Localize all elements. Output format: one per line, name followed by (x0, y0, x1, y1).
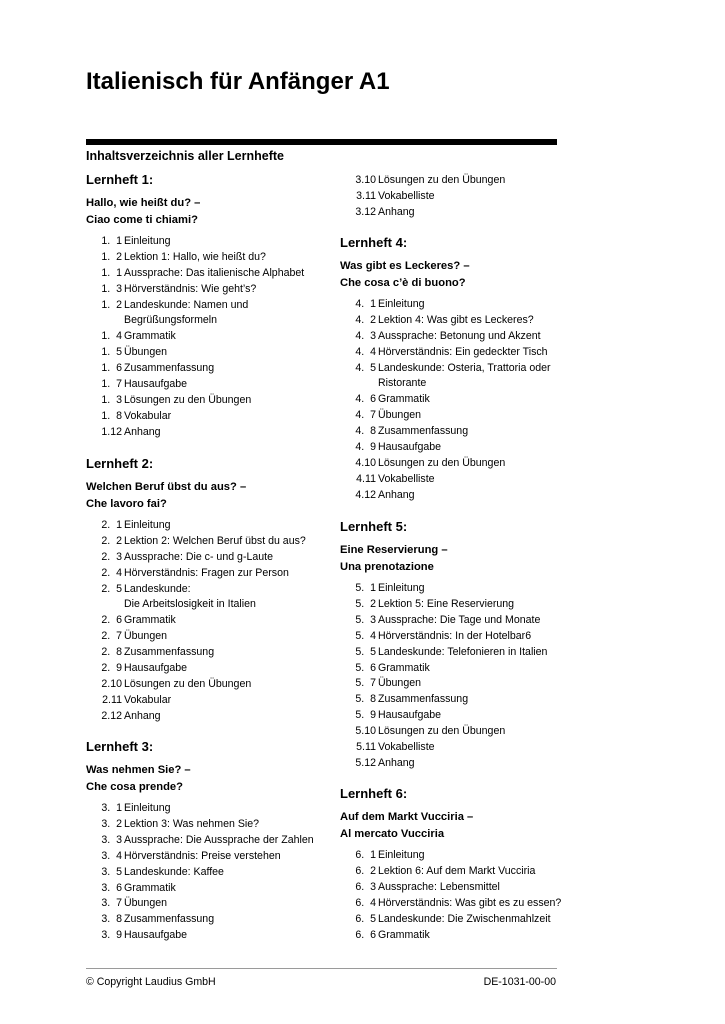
toc-entry (340, 329, 541, 344)
entry-title (378, 440, 441, 455)
entry-title-line: Aussprache: Lebensmittel (378, 880, 500, 893)
entry-title-line: Aussprache: Die Tage und Monate (378, 613, 541, 626)
entry-title (124, 833, 314, 848)
entry-title-line: Übungen (378, 677, 422, 690)
toc-entry (86, 409, 171, 424)
entry-title-line: Vokabelliste (378, 472, 435, 485)
lernheft-heading: Lernheft 3: (86, 739, 154, 754)
entry-title (124, 329, 176, 344)
subtitle-line: Una prenotazione (340, 561, 434, 573)
entry-title-line: Hörverständnis: In der Hotelbar6 (378, 629, 532, 642)
entry-title-line: Anhang (378, 756, 415, 769)
lernheft-subtitle (86, 479, 246, 513)
entry-title-line: Hausaufgabe (124, 929, 188, 942)
subtitle-line: Welchen Beruf übst du aus? – (86, 481, 247, 493)
entry-title-line: Übungen (378, 409, 422, 422)
entry-number: 4.10 (355, 457, 376, 469)
toc-entry (86, 849, 281, 864)
entry-title (378, 424, 468, 439)
toc-entry (340, 724, 505, 739)
entry-number: 5. 8 (355, 693, 376, 706)
entry-number: 5.11 (356, 741, 376, 753)
entry-number: 3.10 (355, 174, 376, 186)
toc-entry (340, 740, 435, 755)
entry-number: 2. 7 (101, 630, 122, 643)
entry-number: 3. 4 (101, 849, 122, 862)
lernheft-heading: Lernheft 6: (340, 786, 408, 801)
entry-number: 1.12 (101, 425, 122, 438)
entry-title (378, 173, 505, 188)
toc-entry (340, 345, 548, 360)
toc-entry (86, 393, 251, 408)
entry-title-line: Übungen (124, 630, 168, 643)
subtitle-line: Hallo, wie heißt du? – (86, 197, 201, 209)
entry-number: 3. 9 (101, 929, 122, 942)
toc-entry (340, 645, 547, 660)
entry-title-line: Lösungen zu den Übungen (124, 678, 252, 690)
entry-number: 1. 1 (101, 235, 122, 247)
entry-number: 5. 3 (355, 613, 376, 626)
entry-number: 5. 5 (355, 645, 376, 658)
toc-entry (86, 298, 248, 328)
toc-entry (86, 282, 256, 297)
subtitle-line: Al mercato Vucciria (340, 828, 445, 840)
entry-title (378, 613, 540, 628)
entry-title (124, 645, 214, 660)
subtitle-line: Che cosa prende? (86, 781, 183, 793)
toc-entry (340, 896, 561, 911)
entry-number: 5.10 (355, 725, 376, 738)
entry-title (124, 881, 176, 896)
entry-number: 3. 6 (101, 881, 122, 894)
entry-title (124, 629, 167, 644)
toc-entry (340, 392, 430, 407)
entry-title-line: Lektion 3: Was nehmen Sie? (124, 817, 260, 830)
lernheft-subtitle (86, 195, 200, 229)
entry-number: 3. 8 (101, 913, 122, 926)
entry-title (378, 756, 415, 771)
entry-number: 3. 7 (101, 897, 122, 910)
entry-title (124, 361, 214, 376)
toc-entry (340, 581, 425, 596)
toc-entry (340, 613, 540, 628)
entry-number: 6. 2 (355, 864, 376, 877)
toc-entry (86, 425, 161, 440)
entry-number: 2. 2 (101, 534, 122, 547)
entry-title (124, 912, 214, 927)
entry-title-line: Einleitung (378, 298, 425, 310)
entry-title (378, 724, 505, 739)
subtitle-line: Che lavoro fai? (86, 498, 167, 510)
toc-entry (340, 864, 535, 879)
entry-title (124, 393, 251, 408)
toc-entry (340, 629, 531, 644)
entry-title-line: Hörverständnis: Wie geht’s? (124, 282, 257, 295)
page-title: Italienisch für Anfänger A1 (86, 68, 390, 95)
entry-title-line: Übungen (124, 897, 168, 910)
entry-title-line: Vokabular (124, 409, 172, 422)
entry-number: 1. 8 (101, 409, 122, 422)
entry-number: 2.12 (101, 709, 122, 722)
entry-title (378, 205, 415, 220)
entry-number: 5. 4 (355, 629, 376, 642)
copyright-text: © Copyright Laudius GmbH (86, 976, 216, 988)
entry-title (378, 329, 541, 344)
entry-title-line: Landeskunde: Die Zwischenmahlzeit (378, 912, 551, 925)
toc-entry (340, 880, 500, 895)
entry-title-line: Ristorante (378, 376, 427, 389)
entry-number: 5. 1 (355, 582, 376, 594)
entry-title (378, 456, 505, 471)
entry-number: 4. 8 (355, 425, 376, 438)
lernheft-subtitle (340, 809, 473, 843)
entry-title (124, 298, 248, 328)
subtitle-line: Ciao come ti chiami? (86, 214, 198, 226)
entry-title-line: Übungen (124, 346, 168, 359)
entry-number: 1. 1 (101, 266, 122, 279)
entry-title-line: Einleitung (124, 519, 171, 531)
entry-number: 4. 2 (355, 313, 376, 326)
toc-entry (86, 266, 304, 281)
entry-number: 1. 6 (101, 362, 122, 375)
toc-entry (86, 912, 214, 927)
entry-title (378, 189, 435, 204)
entry-number: 6. 5 (355, 912, 376, 925)
entry-number: 2. 5 (101, 582, 122, 595)
subtitle-line: Was nehmen Sie? – (86, 764, 191, 776)
entry-number: 1. 4 (101, 330, 122, 343)
entry-title-line: Vokabelliste (378, 741, 435, 753)
toc-entry (86, 881, 176, 896)
entry-title-line: Grammatik (124, 614, 176, 627)
entry-title (378, 597, 514, 612)
entry-number: 3.11 (356, 189, 376, 202)
toc-entry (86, 817, 259, 832)
entry-title (378, 313, 534, 328)
entry-number: 3. 2 (101, 817, 122, 830)
entry-number: 6. 3 (355, 880, 376, 893)
entry-title (124, 709, 161, 724)
toc-entry (340, 756, 415, 771)
entry-title-line: Aussprache: Die c- und g-Laute (124, 550, 273, 563)
entry-title-line: Landeskunde: (124, 582, 191, 595)
entry-number: 2. 4 (101, 566, 122, 579)
entry-title (124, 234, 171, 249)
toc-entry (86, 833, 314, 848)
toc-entry (86, 709, 161, 724)
entry-title (378, 408, 421, 423)
entry-title-line: Hörverständnis: Preise verstehen (124, 849, 281, 862)
entry-title-line: Einleitung (124, 802, 171, 814)
entry-title-line: Lektion 2: Welchen Beruf übst du aus? (124, 534, 306, 547)
entry-title (124, 550, 273, 565)
toc-entry (340, 205, 415, 220)
toc-entry (86, 896, 167, 911)
entry-title-line: Lösungen zu den Übungen (124, 394, 252, 406)
entry-number: 4. 6 (355, 393, 376, 406)
entry-title-line: Hausaufgabe (124, 378, 188, 391)
entry-title (124, 896, 167, 911)
entry-title (378, 645, 547, 660)
entry-title-line: Anhang (378, 488, 415, 501)
entry-title (124, 928, 187, 943)
toc-entry (86, 613, 176, 628)
entry-title (124, 566, 289, 581)
entry-title-line: Grammatik (378, 661, 430, 674)
entry-title (378, 472, 435, 487)
entry-title-line: Grammatik (124, 881, 176, 894)
entry-title (124, 534, 306, 549)
entry-title-line: Anhang (124, 709, 161, 722)
entry-number: 3. 1 (101, 802, 122, 814)
entry-title (124, 345, 167, 360)
entry-title (124, 282, 256, 297)
entry-number: 4. 4 (355, 345, 376, 358)
entry-title-line: Begrüßungsformeln (124, 313, 218, 326)
entry-title-line: Grammatik (378, 928, 430, 941)
entry-title-line: Einleitung (124, 235, 171, 247)
lernheft-heading: Lernheft 2: (86, 456, 154, 471)
entry-number: 2. 8 (101, 646, 122, 659)
toc-entry (86, 865, 224, 880)
entry-title-line: Hausaufgabe (378, 441, 442, 454)
entry-title-line: Landeskunde: Telefonieren in Italien (378, 645, 548, 658)
entry-title-line: Landeskunde: Osteria, Trattoria oder (378, 361, 551, 374)
entry-title (124, 801, 171, 816)
lernheft-subtitle (86, 762, 191, 796)
toc-entry (340, 173, 505, 188)
entry-number: 3.12 (355, 205, 376, 218)
entry-number: 5.12 (355, 756, 376, 769)
entry-number: 2. 3 (101, 550, 122, 563)
entry-number: 4. 3 (355, 329, 376, 342)
toc-entry (86, 582, 256, 612)
entry-number: 5. 6 (355, 661, 376, 674)
toc-entry (340, 313, 534, 328)
entry-title (124, 266, 304, 281)
entry-title-line: Lösungen zu den Übungen (378, 174, 506, 186)
toc-entry (86, 250, 266, 265)
entry-number: 1. 7 (101, 378, 122, 391)
subtitle-line: Was gibt es Leckeres? – (340, 260, 470, 272)
entry-number: 4. 9 (355, 441, 376, 454)
entry-title (378, 361, 551, 391)
toc-entry (86, 550, 273, 565)
entry-title-line: Landeskunde: Namen und (124, 298, 249, 311)
entry-number: 3. 3 (101, 833, 122, 846)
entry-title-line: Einleitung (378, 849, 425, 861)
entry-number: 2.10 (101, 678, 122, 690)
toc-entry (340, 408, 421, 423)
entry-title-line: Zusammenfassung (124, 913, 215, 926)
entry-title-line: Landeskunde: Kaffee (124, 865, 224, 878)
entry-title (378, 676, 421, 691)
toc-entry (340, 848, 425, 863)
toc-entry (340, 361, 551, 391)
footer-rule (86, 968, 557, 969)
entry-title (124, 661, 187, 676)
entry-title-line: Lektion 5: Eine Reservierung (378, 597, 515, 610)
entry-title (378, 488, 415, 503)
entry-title (378, 928, 430, 943)
entry-title (124, 817, 259, 832)
lernheft-subtitle (340, 258, 470, 292)
entry-number: 1. 5 (101, 346, 122, 359)
entry-title (378, 880, 500, 895)
entry-title-line: Anhang (378, 205, 415, 218)
entry-number: 6. 6 (355, 928, 376, 941)
toc-entry (340, 488, 415, 503)
entry-number: 5. 7 (355, 677, 376, 690)
toc-entry (340, 424, 468, 439)
entry-title (124, 865, 224, 880)
entry-title (378, 581, 425, 596)
entry-number: 2. 9 (101, 662, 122, 675)
toc-entry (340, 692, 468, 707)
entry-title-line: Lektion 6: Auf dem Markt Vucciria (378, 864, 536, 877)
entry-number: 1. 3 (101, 394, 122, 406)
entry-title-line: Lösungen zu den Übungen (378, 457, 506, 469)
toc-entry (86, 801, 171, 816)
entry-number: 6. 1 (355, 849, 376, 861)
entry-title-line: Zusammenfassung (124, 646, 215, 659)
entry-title-line: Lektion 1: Hallo, wie heißt du? (124, 250, 266, 263)
entry-number: 5. 2 (355, 597, 376, 610)
entry-title (378, 708, 441, 723)
entry-title (378, 629, 531, 644)
toc-entry (340, 297, 425, 312)
entry-title (124, 582, 256, 612)
entry-title-line: Grammatik (124, 330, 176, 343)
entry-title-line: Vokabelliste (378, 189, 435, 202)
entry-title-line: Lektion 4: Was gibt es Leckeres? (378, 313, 534, 326)
entry-title (378, 661, 430, 676)
toc-entry (86, 661, 187, 676)
entry-title (378, 864, 535, 879)
entry-title-line: Einleitung (378, 582, 425, 594)
entry-number: 1. 3 (101, 282, 122, 295)
entry-title-line: Vokabular (124, 693, 172, 706)
toc-entry (86, 693, 171, 708)
toc-entry (340, 928, 430, 943)
entry-title (124, 409, 171, 424)
lernheft-heading: Lernheft 1: (86, 172, 154, 187)
toc-entry (340, 661, 430, 676)
entry-title-line: Hörverständnis: Fragen zur Person (124, 566, 289, 579)
toc-entry (86, 377, 187, 392)
entry-title (124, 849, 281, 864)
lernheft-heading: Lernheft 5: (340, 519, 408, 534)
entry-title (124, 250, 266, 265)
title-rule (86, 139, 557, 145)
entry-title-line: Zusammenfassung (378, 693, 469, 706)
subtitle-line: Auf dem Markt Vucciria – (340, 811, 474, 823)
entry-number: 1. 2 (101, 250, 122, 263)
entry-number: 6. 4 (355, 896, 376, 909)
entry-title (124, 377, 187, 392)
toc-entry (86, 234, 171, 249)
toc-entry (86, 629, 167, 644)
subtitle-line: Eine Reservierung – (340, 544, 448, 556)
entry-number: 4.12 (355, 488, 376, 501)
entry-title-line: Zusammenfassung (378, 425, 469, 438)
toc-entry (340, 597, 514, 612)
entry-title (378, 740, 435, 755)
entry-number: 4. 5 (355, 361, 376, 374)
entry-number: 2.11 (102, 693, 122, 706)
toc-entry (340, 456, 505, 471)
entry-title-line: Hörverständnis: Was gibt es zu essen? (378, 896, 562, 909)
entry-title-line: Hausaufgabe (124, 662, 188, 675)
entry-number: 2. 1 (101, 519, 122, 531)
entry-title (378, 912, 551, 927)
entry-title (124, 677, 251, 692)
document-number: DE-1031-00-00 (483, 976, 556, 988)
entry-number: 4. 7 (355, 409, 376, 422)
entry-title-line: Anhang (124, 425, 161, 438)
entry-number: 3. 5 (101, 865, 122, 878)
entry-title (378, 692, 468, 707)
entry-title (124, 613, 176, 628)
toc-entry (86, 928, 187, 943)
entry-number: 4. 1 (355, 298, 376, 310)
entry-number: 1. 2 (101, 298, 122, 311)
entry-title (378, 297, 425, 312)
entry-title (378, 848, 425, 863)
entry-title-line: Hörverständnis: Ein gedeckter Tisch (378, 345, 548, 358)
toc-entry (340, 189, 435, 204)
toc-entry (340, 440, 441, 455)
toc-heading: Inhaltsverzeichnis aller Lernhefte (86, 149, 284, 163)
entry-title-line: Aussprache: Betonung und Akzent (378, 329, 541, 342)
toc-entry (86, 518, 171, 533)
entry-title-line: Zusammenfassung (124, 362, 215, 375)
toc-entry (340, 472, 435, 487)
subtitle-line: Che cosa c’è di buono? (340, 277, 466, 289)
toc-entry (86, 361, 214, 376)
lernheft-heading: Lernheft 4: (340, 235, 408, 250)
entry-title-line: Lösungen zu den Übungen (378, 725, 506, 738)
entry-title (378, 392, 430, 407)
entry-title (378, 896, 561, 911)
entry-title (124, 693, 171, 708)
toc-entry (86, 645, 214, 660)
entry-title (124, 425, 161, 440)
entry-number: 4.11 (356, 472, 376, 485)
entry-title-line: Hausaufgabe (378, 709, 442, 722)
entry-number: 2. 6 (101, 614, 122, 627)
entry-title (124, 518, 171, 533)
entry-title (378, 345, 548, 360)
entry-number: 5. 9 (355, 709, 376, 722)
toc-entry (86, 345, 167, 360)
entry-title-line: Aussprache: Die Aussprache der Zahlen (124, 833, 314, 846)
entry-title-line: Aussprache: Das italienische Alphabet (124, 266, 305, 279)
toc-entry (340, 708, 441, 723)
toc-entry (86, 329, 176, 344)
toc-entry (340, 676, 421, 691)
entry-title-line: Grammatik (378, 393, 430, 406)
toc-entry (86, 534, 306, 549)
lernheft-subtitle (340, 542, 448, 576)
toc-entry (86, 677, 251, 692)
toc-entry (340, 912, 551, 927)
entry-title-line: Die Arbeitslosigkeit in Italien (124, 597, 256, 610)
toc-entry (86, 566, 289, 581)
